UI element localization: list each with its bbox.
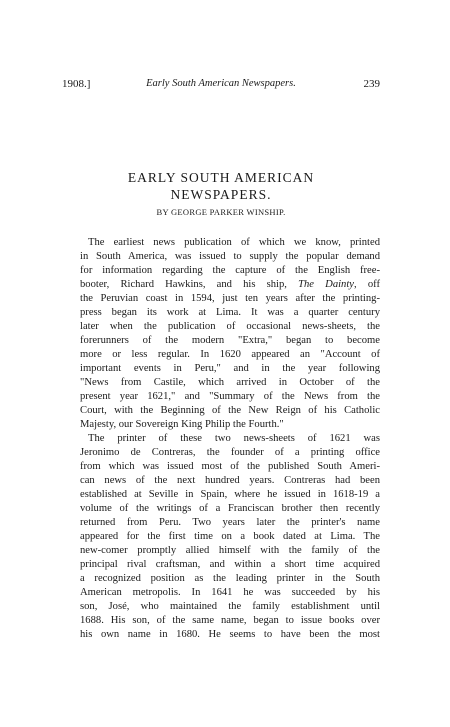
article-title-line-2: NEWSPAPERS.: [170, 187, 272, 202]
body-line: appeared for the first time on a book dated at Lima. The: [80, 531, 380, 542]
body-line: from which was issued most of the published South Ameri-: [80, 461, 380, 472]
body-line: 1688. His son, of the same name, began to issue books over: [80, 615, 380, 626]
body-line: Jeronimo de Contreras, the founder of a printing office: [80, 447, 380, 458]
body-line: present year 1621," and "Summary of the News from the: [80, 391, 380, 402]
body-line: his own name in 1680. He seems to have been the most: [80, 629, 380, 640]
body-line: principal rival craftsman, and within a short time acquired: [80, 559, 380, 570]
body-line: volume of the writings of a Franciscan brother then recently: [80, 503, 380, 514]
body-line: press began its work at Lima. It was a quarter century: [80, 307, 380, 318]
body-line: new-comer promptly allied himself with the family of the: [80, 545, 380, 556]
body-line: the Peruvian coast in 1594, just ten years after the printing-: [80, 293, 380, 304]
body-line: in South America, was issued to supply the popular demand: [80, 251, 380, 262]
body-line: for information regarding the capture of the English free-: [80, 265, 380, 276]
body-line: The printer of these two news-sheets of 1621 was: [88, 433, 380, 444]
body-line: Court, with the Beginning of the New Reign of his Catholic: [80, 405, 380, 416]
running-head-title: Early South American Newspapers.: [146, 78, 296, 89]
article-title-line-1: EARLY SOUTH AMERICAN: [127, 170, 315, 185]
ship-name: The Dainty: [298, 279, 355, 290]
body-line: forerunners of the modern "Extra," began to become: [80, 335, 380, 346]
body-line: can news of the next hundred years. Contreras had been: [80, 475, 380, 486]
body-line: American metropolis. In 1641 he was succeeded by his: [80, 587, 380, 598]
running-head-year: 1908.]: [62, 78, 91, 90]
body-line: a recognized position as the leading printer in the South: [80, 573, 380, 584]
body-line: son, José, who maintained the family establishment until: [80, 601, 380, 612]
body-line: more or less regular. In 1620 appeared an "Account of: [80, 349, 380, 360]
body-line: later when the publication of occasional news-sheets, the: [80, 321, 380, 332]
body-line: The earliest news publication of which we know, printed: [88, 237, 380, 248]
body-line: established at Seville in Spain, where he issued in 1618-19 a: [80, 489, 380, 500]
page-number: 239: [363, 78, 380, 90]
article-byline: BY GEORGE PARKER WINSHIP.: [156, 207, 286, 217]
body-line: important events in Peru," and in the year following: [80, 363, 380, 374]
body-line: Majesty, our Sovereign King Philip the Fourth.": [80, 419, 284, 430]
body-line: booter, Richard Hawkins, and his ship, The Dainty, off: [80, 279, 380, 290]
body-line: returned from Peru. Two years later the printer's name: [80, 517, 380, 528]
body-line: "News from Castile, which arrived in October of the: [80, 377, 380, 388]
running-head: [62, 78, 380, 94]
